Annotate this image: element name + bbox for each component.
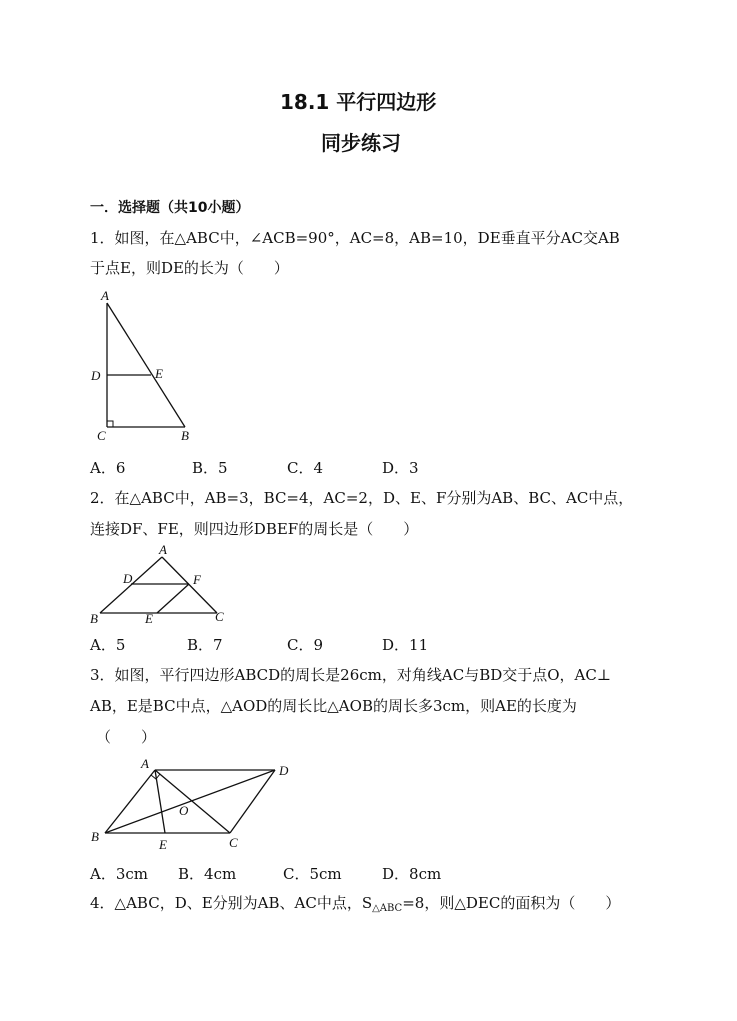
q1-edge-ab bbox=[107, 303, 185, 427]
q3-diagonal-ac bbox=[155, 770, 230, 833]
question-2-option-d: D．11 bbox=[382, 636, 429, 654]
question-2-option-a: A．5 bbox=[90, 636, 126, 654]
q3-label-d: D bbox=[279, 763, 289, 778]
q3-label-o: O bbox=[179, 803, 189, 818]
q2-label-f: F bbox=[193, 572, 201, 587]
q2-edge-ac bbox=[162, 557, 217, 613]
question-4-line-1 bbox=[90, 893, 620, 919]
q2-label-c: C bbox=[215, 609, 224, 624]
question-2-option-b: B．7 bbox=[187, 636, 223, 654]
q2-segment-fe bbox=[157, 584, 189, 613]
question-1-option-c: C．4 bbox=[287, 459, 324, 477]
question-1-option-a: A．6 bbox=[90, 459, 126, 477]
q2-label-e: E bbox=[145, 611, 153, 626]
question-3-line-3: （ ） bbox=[96, 728, 157, 746]
question-1-option-d: D．3 bbox=[382, 459, 419, 477]
question-2-figure bbox=[85, 543, 235, 628]
question-4-text-pre: 4．△ABC，D、E分别为AB、AC中点，S bbox=[90, 894, 373, 912]
question-3-option-d: D．8cm bbox=[382, 865, 442, 883]
q2-label-d: D bbox=[123, 571, 133, 586]
q3-edge-cd bbox=[230, 770, 275, 833]
question-1-figure bbox=[85, 288, 205, 448]
section-heading: 一．选择题（共10小题） bbox=[90, 200, 250, 216]
q3-label-e: E bbox=[159, 837, 167, 852]
question-3-option-a: A．3cm bbox=[90, 865, 149, 883]
q1-label-a: A bbox=[101, 288, 109, 303]
question-3-option-c: C．5cm bbox=[283, 865, 342, 883]
page-subtitle: 同步练习 bbox=[321, 131, 401, 155]
question-3-figure bbox=[85, 753, 300, 858]
question-3-option-b: B．4cm bbox=[178, 865, 237, 883]
question-4-subscript: △ABC bbox=[372, 903, 403, 914]
question-4-text-post: =8，则△DEC的面积为（ ） bbox=[402, 894, 621, 912]
q2-label-b: B bbox=[90, 611, 98, 626]
q3-segment-ae bbox=[155, 770, 165, 833]
question-2-option-c: C．9 bbox=[287, 636, 324, 654]
question-2-line-1: 2．在△ABC中，AB=3，BC=4，AC=2，D、E、F分别为AB、BC、AC中点， bbox=[90, 489, 634, 507]
q2-label-a: A bbox=[159, 542, 167, 557]
q1-label-e: E bbox=[155, 366, 163, 381]
q1-label-c: C bbox=[97, 428, 106, 443]
q3-label-b: B bbox=[91, 829, 99, 844]
question-2-line-2: 连接DF、FE，则四边形DBEF的周长是（ ） bbox=[90, 520, 419, 538]
question-1-line-2: 于点E，则DE的长为（ ） bbox=[90, 259, 289, 277]
question-3-line-1: 3．如图，平行四边形ABCD的周长是26cm，对角线AC与BD交于点O，AC⊥ bbox=[90, 666, 611, 684]
q3-label-c: C bbox=[229, 835, 238, 850]
question-1-option-b: B．5 bbox=[192, 459, 228, 477]
q1-label-d: D bbox=[91, 368, 101, 383]
q1-label-b: B bbox=[181, 428, 189, 443]
q1-right-angle-mark bbox=[107, 421, 113, 427]
question-3-line-2: AB，E是BC中点，△AOD的周长比△AOB的周长多3cm，则AE的长度为 bbox=[90, 697, 577, 715]
q3-label-a: A bbox=[141, 756, 149, 771]
question-1-line-1: 1．如图，在△ABC中，∠ACB=90°，AC=8，AB=10，DE垂直平分AC交AB bbox=[90, 229, 620, 247]
page-title: 18.1 平行四边形 bbox=[280, 90, 437, 114]
